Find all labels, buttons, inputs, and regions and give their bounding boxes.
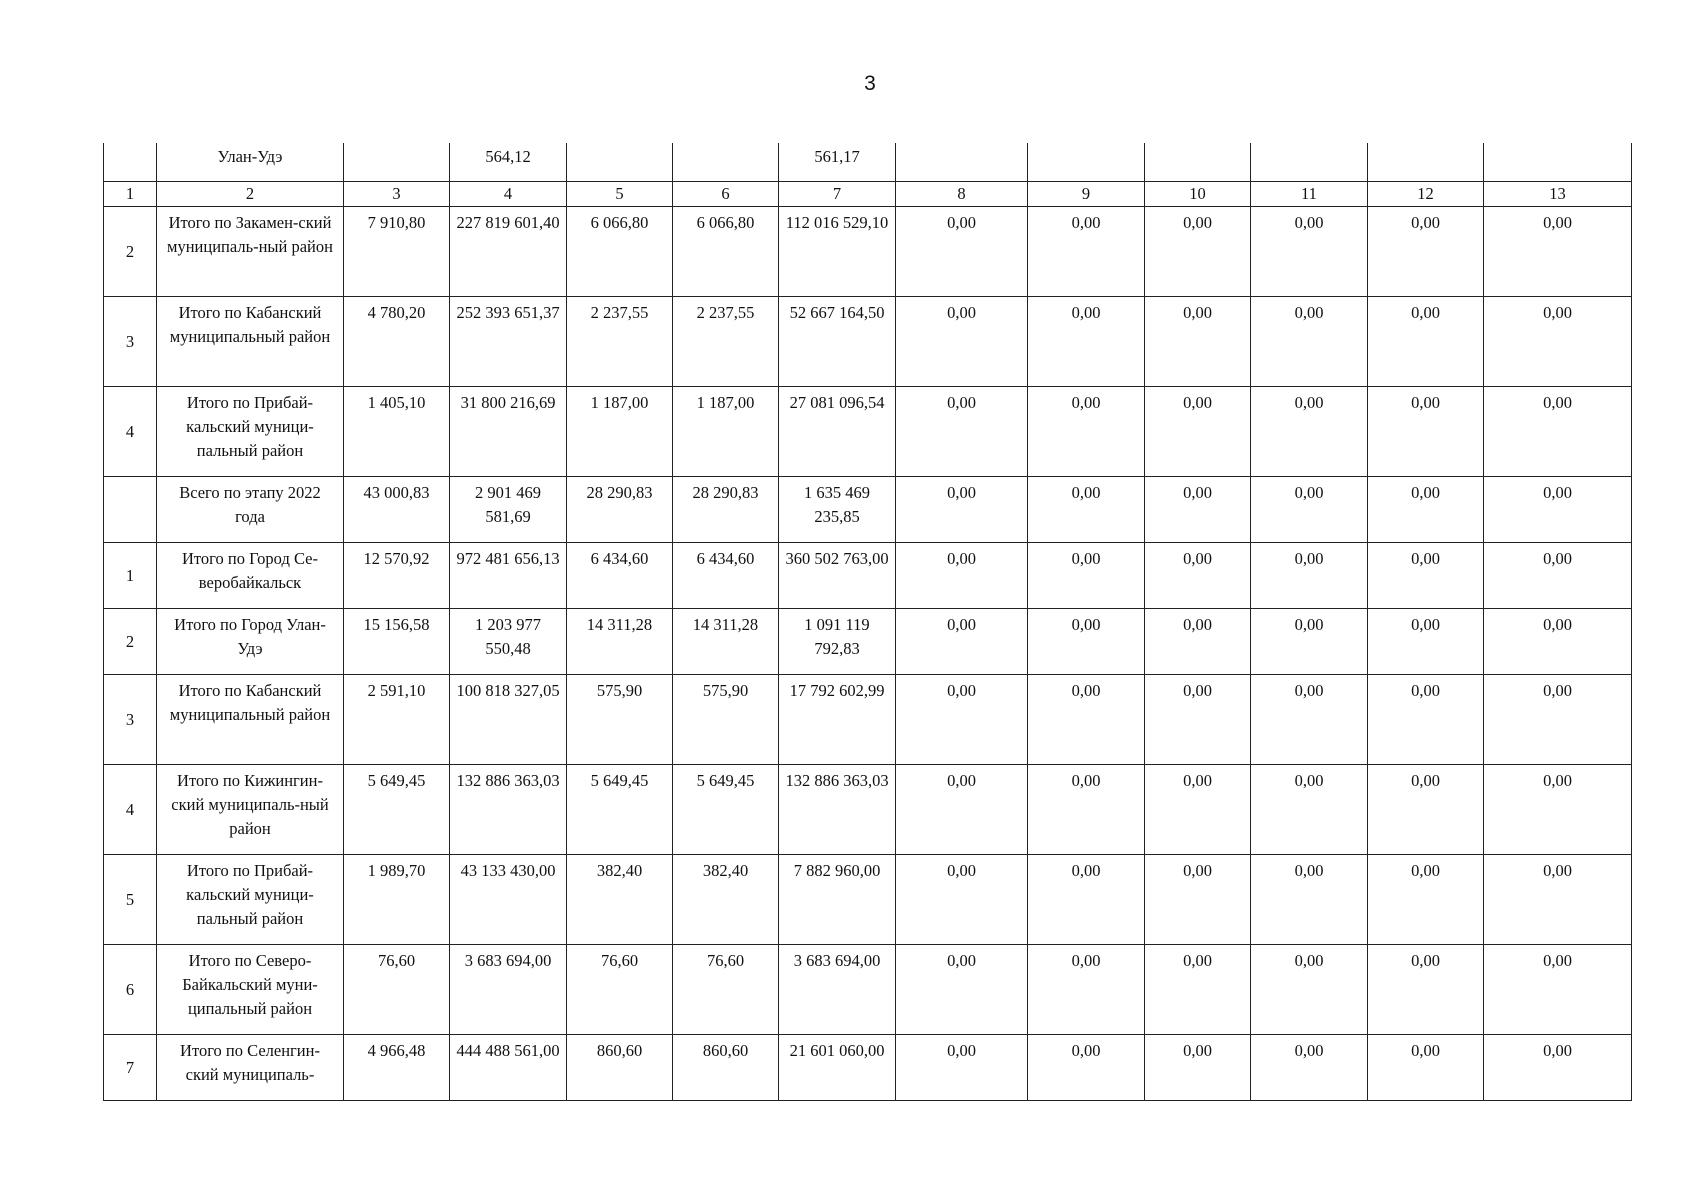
cell-col-6: 6 434,60 [673, 543, 779, 609]
cell-col-10: 0,00 [1145, 765, 1251, 855]
cell-col-12: 0,00 [1368, 609, 1484, 675]
cell-col-12: 0,00 [1368, 297, 1484, 387]
cell-row-number: 1 [104, 543, 157, 609]
cell-name: Итого по Закамен-ский муниципаль-ный район [157, 207, 344, 297]
cell-col-11: 0,00 [1251, 297, 1368, 387]
cell-col-4: 31 800 216,69 [450, 387, 567, 477]
table-row [104, 297, 1632, 387]
cell-col-13: 0,00 [1484, 477, 1632, 543]
cell-col-13 [1484, 143, 1632, 182]
cell-col-4: 972 481 656,13 [450, 543, 567, 609]
cell-col-3: 12 570,92 [344, 543, 450, 609]
table-row [104, 207, 1632, 297]
cell-col-7: 3 683 694,00 [779, 945, 896, 1035]
table-row [104, 855, 1632, 945]
cell-col-13: 0,00 [1484, 1035, 1632, 1101]
cell-col-5 [567, 143, 673, 182]
cell-col-10: 0,00 [1145, 387, 1251, 477]
cell-col-5: 5 649,45 [567, 765, 673, 855]
column-number-header-row [104, 182, 1632, 207]
column-number-6: 6 [673, 182, 779, 207]
cell-col-12: 0,00 [1368, 477, 1484, 543]
cell-col-6: 1 187,00 [673, 387, 779, 477]
cell-row-number: 4 [104, 387, 157, 477]
cell-name: Итого по Прибай-кальский муници-пальный район [157, 387, 344, 477]
cell-col-12: 0,00 [1368, 387, 1484, 477]
cell-col-6: 860,60 [673, 1035, 779, 1101]
cell-col-8: 0,00 [896, 1035, 1028, 1101]
cell-col-8: 0,00 [896, 609, 1028, 675]
cell-col-9: 0,00 [1028, 609, 1145, 675]
cell-col-8 [896, 143, 1028, 182]
cell-col-10: 0,00 [1145, 207, 1251, 297]
cell-col-5: 575,90 [567, 675, 673, 765]
cell-col-13: 0,00 [1484, 765, 1632, 855]
cell-name: Итого по Кабанский муниципальный район [157, 675, 344, 765]
cell-col-9: 0,00 [1028, 765, 1145, 855]
cell-row-number: 3 [104, 675, 157, 765]
cell-col-5: 1 187,00 [567, 387, 673, 477]
table-row [104, 945, 1632, 1035]
cell-col-12: 0,00 [1368, 1035, 1484, 1101]
table-row [104, 543, 1632, 609]
cell-col-3: 43 000,83 [344, 477, 450, 543]
cell-name: Итого по Кабанский муниципальный район [157, 297, 344, 387]
cell-col-9: 0,00 [1028, 297, 1145, 387]
cell-col-4: 3 683 694,00 [450, 945, 567, 1035]
cell-col-3 [344, 143, 450, 182]
cell-name: Всего по этапу 2022 года [157, 477, 344, 543]
cell-col-12: 0,00 [1368, 855, 1484, 945]
cell-col-3: 4 966,48 [344, 1035, 450, 1101]
cell-col-7: 360 502 763,00 [779, 543, 896, 609]
cell-col-11: 0,00 [1251, 543, 1368, 609]
cell-col-5: 860,60 [567, 1035, 673, 1101]
cell-name: Итого по Северо-Байкальский муни-ципальный район [157, 945, 344, 1035]
cell-col-3: 15 156,58 [344, 609, 450, 675]
cell-col-13: 0,00 [1484, 675, 1632, 765]
cell-col-10: 0,00 [1145, 945, 1251, 1035]
cell-col-13: 0,00 [1484, 297, 1632, 387]
cell-col-9: 0,00 [1028, 945, 1145, 1035]
cell-col-5: 6 066,80 [567, 207, 673, 297]
cell-row-number: 3 [104, 297, 157, 387]
cell-col-11: 0,00 [1251, 207, 1368, 297]
cell-col-11: 0,00 [1251, 387, 1368, 477]
column-number-1: 1 [104, 182, 157, 207]
cell-col-8: 0,00 [896, 207, 1028, 297]
cell-col-11: 0,00 [1251, 609, 1368, 675]
cell-col-8: 0,00 [896, 675, 1028, 765]
cell-col-10: 0,00 [1145, 543, 1251, 609]
cell-col-9: 0,00 [1028, 1035, 1145, 1101]
cell-col-7: 132 886 363,03 [779, 765, 896, 855]
cell-col-11 [1251, 143, 1368, 182]
column-number-7: 7 [779, 182, 896, 207]
cell-col-8: 0,00 [896, 945, 1028, 1035]
cell-col-4: 132 886 363,03 [450, 765, 567, 855]
data-table [103, 143, 1632, 1101]
cell-row-number: 5 [104, 855, 157, 945]
cell-col-11: 0,00 [1251, 945, 1368, 1035]
column-number-9: 9 [1028, 182, 1145, 207]
cell-col-5: 76,60 [567, 945, 673, 1035]
cell-col-5: 382,40 [567, 855, 673, 945]
cell-name: Итого по Город Се-веробайкальск [157, 543, 344, 609]
cell-col-10: 0,00 [1145, 297, 1251, 387]
cell-col-12: 0,00 [1368, 765, 1484, 855]
cell-row-number: 4 [104, 765, 157, 855]
cell-col-3: 7 910,80 [344, 207, 450, 297]
cell-col-7: 112 016 529,10 [779, 207, 896, 297]
cell-col-3: 2 591,10 [344, 675, 450, 765]
cell-col-9: 0,00 [1028, 675, 1145, 765]
table-row [104, 765, 1632, 855]
cell-col-6: 575,90 [673, 675, 779, 765]
cell-col-4: 1 203 977 550,48 [450, 609, 567, 675]
cell-col-13: 0,00 [1484, 387, 1632, 477]
table-row [104, 477, 1632, 543]
cell-col-12: 0,00 [1368, 945, 1484, 1035]
column-number-4: 4 [450, 182, 567, 207]
cell-col-10: 0,00 [1145, 675, 1251, 765]
cell-col-3: 4 780,20 [344, 297, 450, 387]
column-number-13: 13 [1484, 182, 1632, 207]
cell-col-6 [673, 143, 779, 182]
cell-col-6: 382,40 [673, 855, 779, 945]
cell-col-10: 0,00 [1145, 855, 1251, 945]
cell-col-8: 0,00 [896, 543, 1028, 609]
page-number: 3 [864, 72, 876, 95]
cell-col-12: 0,00 [1368, 543, 1484, 609]
cell-col-3: 1 405,10 [344, 387, 450, 477]
table-row [104, 675, 1632, 765]
cell-col-6: 28 290,83 [673, 477, 779, 543]
cell-col-9: 0,00 [1028, 387, 1145, 477]
cell-col-11: 0,00 [1251, 1035, 1368, 1101]
cell-col-7: 7 882 960,00 [779, 855, 896, 945]
cell-col-9: 0,00 [1028, 855, 1145, 945]
cell-col-11: 0,00 [1251, 855, 1368, 945]
column-number-5: 5 [567, 182, 673, 207]
table-row [104, 609, 1632, 675]
cell-col-3: 1 989,70 [344, 855, 450, 945]
cell-col-13: 0,00 [1484, 543, 1632, 609]
cell-col-13: 0,00 [1484, 609, 1632, 675]
cell-col-9: 0,00 [1028, 207, 1145, 297]
column-number-2: 2 [157, 182, 344, 207]
cell-col-7: 1 635 469 235,85 [779, 477, 896, 543]
cell-row-number: 7 [104, 1035, 157, 1101]
cell-col-9: 0,00 [1028, 543, 1145, 609]
cell-col-4: 564,12 [450, 143, 567, 182]
cell-row-number: 2 [104, 207, 157, 297]
cell-col-13: 0,00 [1484, 855, 1632, 945]
cell-row-number [104, 477, 157, 543]
cell-name: Итого по Кижингин-ский муниципаль-ный район [157, 765, 344, 855]
cell-col-4: 227 819 601,40 [450, 207, 567, 297]
table-row [104, 1035, 1632, 1101]
cell-col-7: 52 667 164,50 [779, 297, 896, 387]
cell-col-8: 0,00 [896, 387, 1028, 477]
column-number-11: 11 [1251, 182, 1368, 207]
cell-row-number: 2 [104, 609, 157, 675]
cell-col-8: 0,00 [896, 477, 1028, 543]
cell-col-7: 27 081 096,54 [779, 387, 896, 477]
cell-col-10 [1145, 143, 1251, 182]
column-number-3: 3 [344, 182, 450, 207]
cell-row-number: 6 [104, 945, 157, 1035]
cell-col-7: 561,17 [779, 143, 896, 182]
cell-col-3: 5 649,45 [344, 765, 450, 855]
cell-col-12 [1368, 143, 1484, 182]
cell-name: Улан-Удэ [157, 143, 344, 182]
cell-col-11: 0,00 [1251, 675, 1368, 765]
column-number-12: 12 [1368, 182, 1484, 207]
cell-col-10: 0,00 [1145, 609, 1251, 675]
cell-col-4: 100 818 327,05 [450, 675, 567, 765]
cell-col-11: 0,00 [1251, 765, 1368, 855]
cell-col-6: 2 237,55 [673, 297, 779, 387]
cell-row-number [104, 143, 157, 182]
cell-col-4: 444 488 561,00 [450, 1035, 567, 1101]
cell-col-8: 0,00 [896, 855, 1028, 945]
column-number-8: 8 [896, 182, 1028, 207]
cell-col-5: 2 237,55 [567, 297, 673, 387]
table-row [104, 387, 1632, 477]
cell-col-4: 43 133 430,00 [450, 855, 567, 945]
column-number-10: 10 [1145, 182, 1251, 207]
cell-col-7: 21 601 060,00 [779, 1035, 896, 1101]
cell-col-9 [1028, 143, 1145, 182]
cell-col-5: 14 311,28 [567, 609, 673, 675]
cell-col-4: 2 901 469 581,69 [450, 477, 567, 543]
cell-col-12: 0,00 [1368, 675, 1484, 765]
cell-col-6: 14 311,28 [673, 609, 779, 675]
cell-col-4: 252 393 651,37 [450, 297, 567, 387]
cell-col-7: 1 091 119 792,83 [779, 609, 896, 675]
cell-col-13: 0,00 [1484, 207, 1632, 297]
cell-col-6: 6 066,80 [673, 207, 779, 297]
cell-col-10: 0,00 [1145, 477, 1251, 543]
table-body [104, 143, 1632, 1101]
cell-col-12: 0,00 [1368, 207, 1484, 297]
cell-name: Итого по Селенгин-ский муниципаль- [157, 1035, 344, 1101]
cell-col-3: 76,60 [344, 945, 450, 1035]
cell-col-5: 6 434,60 [567, 543, 673, 609]
cell-col-13: 0,00 [1484, 945, 1632, 1035]
cell-col-6: 5 649,45 [673, 765, 779, 855]
cell-col-5: 28 290,83 [567, 477, 673, 543]
cell-col-11: 0,00 [1251, 477, 1368, 543]
cell-name: Итого по Прибай-кальский муници-пальный район [157, 855, 344, 945]
cell-name: Итого по Город Улан-Удэ [157, 609, 344, 675]
cell-col-6: 76,60 [673, 945, 779, 1035]
cell-col-10: 0,00 [1145, 1035, 1251, 1101]
cell-col-8: 0,00 [896, 297, 1028, 387]
cell-col-7: 17 792 602,99 [779, 675, 896, 765]
cell-col-9: 0,00 [1028, 477, 1145, 543]
continuation-row [104, 143, 1632, 182]
cell-col-8: 0,00 [896, 765, 1028, 855]
